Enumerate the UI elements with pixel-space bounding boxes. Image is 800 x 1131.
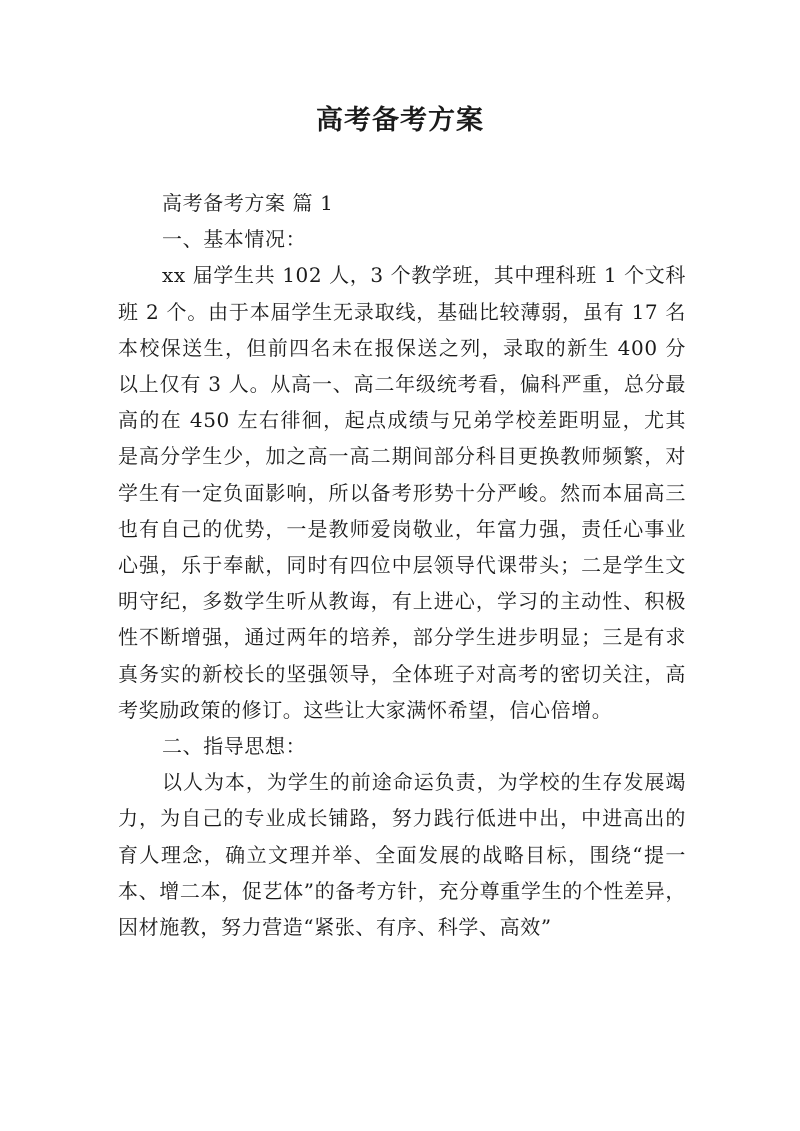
section-heading-guiding-ideology: 二、指导思想： xyxy=(162,734,307,759)
section-heading-article: 高考备考方案 篇 1 xyxy=(162,191,334,215)
section-heading-basic-situation: 一、基本情况： xyxy=(162,227,307,252)
paragraph-guiding-ideology: 以人为本，为学生的前途命运负责，为学校的生存发展竭力，为自己的专业成长铺路，努力践行低进中出，中进高出的育人理念，确立文理并举、全面发展的战略目标，围绕“提一本、增二本，促艺体”的备考方针，充分尊重学生的个性差异，因材施教，努力营造“紧张、有序、科学、高效” xyxy=(118,770,686,940)
document-title: 高考备考方案 xyxy=(316,105,484,136)
paragraph-basic-situation: xx 届学生共 102 人，3 个教学班，其中理科班 1 个文科班 2 个。由于本届学生无录取线，基础比较薄弱，虽有 17 名本校保送生，但前四名未在报保送之列，录取的新生 400 分以上仅有 3 人。从高一、高二年级统考看，偏科严重，总分最高的在 450 左右徘徊，起点成绩与兄弟学校差距明显，尤其是高分学生少，加之高一高二期间部分科目更换教师频繁，对学生有一定负面影响，所以备考形势十分严峻。然而本届高三也有自己的优势，一是教师爱岗敬业，年富力强，责任心事业心强，乐于奉献，同时有四位中层领导代课带头；二是学生文明守纪，多数学生听从教诲，有上进心，学习的主动性、积极性不断增强，通过两年的培养，部分学生进步明显；三是有求真务实的新校长的坚强领导，全体班子对高考的密切关注，高考奖励政策的修订。这些让大家满怀希望，信心倍增。 xyxy=(118,263,686,722)
document-body xyxy=(118,185,686,945)
